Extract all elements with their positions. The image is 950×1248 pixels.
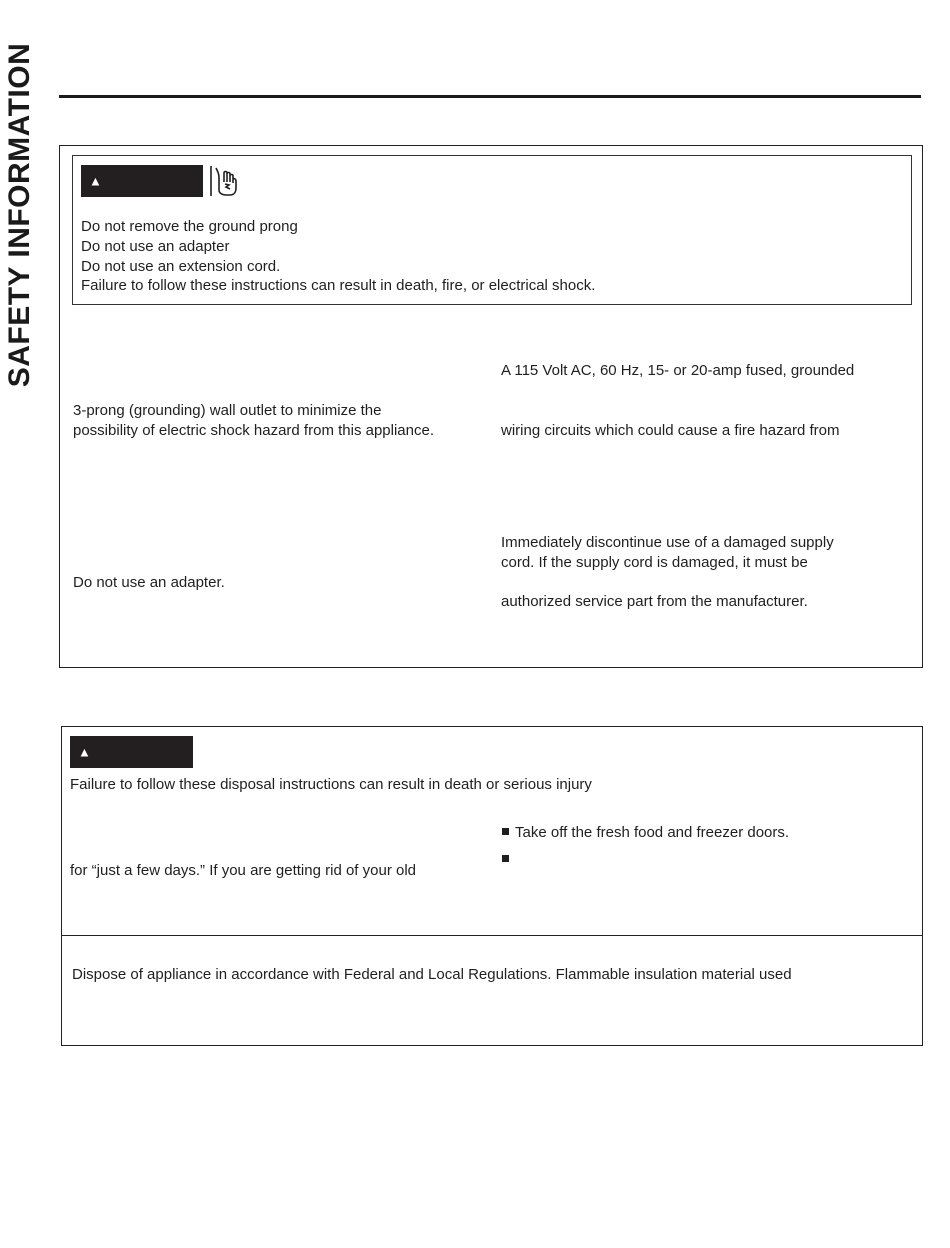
sidebar-title xyxy=(0,30,40,400)
electric-shock-hand-icon xyxy=(207,164,239,198)
grounding-line-4: Failure to follow these instructions can result in death, fire, or electrical shock. xyxy=(81,277,596,294)
bullet-text: Take off the fresh food and freezer doors. xyxy=(515,824,790,841)
outlet-text-1: 3-prong (grounding) wall outlet to minimize the xyxy=(73,402,382,419)
voltage-text: A 115 Volt AC, 60 Hz, 15- or 20-amp fused, grounded xyxy=(501,362,855,379)
disposal-intro: Failure to follow these disposal instructions can result in death or serious injury xyxy=(70,776,592,793)
regulations-section xyxy=(61,935,923,1046)
bullet-icon xyxy=(502,828,509,835)
warning-triangle-icon: ▲ xyxy=(78,744,91,760)
damaged-cord-text-3: authorized service part from the manufacturer. xyxy=(501,593,808,610)
bullet-icon xyxy=(502,855,509,862)
warning-badge xyxy=(81,165,203,197)
header-rule xyxy=(59,95,921,98)
list-item xyxy=(502,850,515,870)
grounding-line-3: Do not use an extension cord. xyxy=(81,258,281,275)
wiring-text: wiring circuits which could cause a fire hazard from xyxy=(501,422,840,439)
warning-badge xyxy=(70,736,193,768)
damaged-cord-text-2: cord. If the supply cord is damaged, it must be xyxy=(501,554,808,571)
disposal-left-text: for “just a few days.” If you are getting rid of your old xyxy=(70,862,416,879)
regulations-text: Dispose of appliance in accordance with Federal and Local Regulations. Flammable insulation material used xyxy=(72,966,792,983)
damaged-cord-text-1: Immediately discontinue use of a damaged supply xyxy=(501,534,834,551)
grounding-line-2: Do not use an adapter xyxy=(81,238,230,255)
adapter-text: Do not use an adapter. xyxy=(73,574,225,591)
list-item xyxy=(502,823,789,843)
grounding-line-1: Do not remove the ground prong xyxy=(81,218,298,235)
sidebar-title-text: SAFETY INFORMATION xyxy=(3,42,36,388)
outlet-text-2: possibility of electric shock hazard from this appliance. xyxy=(73,422,434,439)
warning-triangle-icon: ▲ xyxy=(89,173,102,189)
